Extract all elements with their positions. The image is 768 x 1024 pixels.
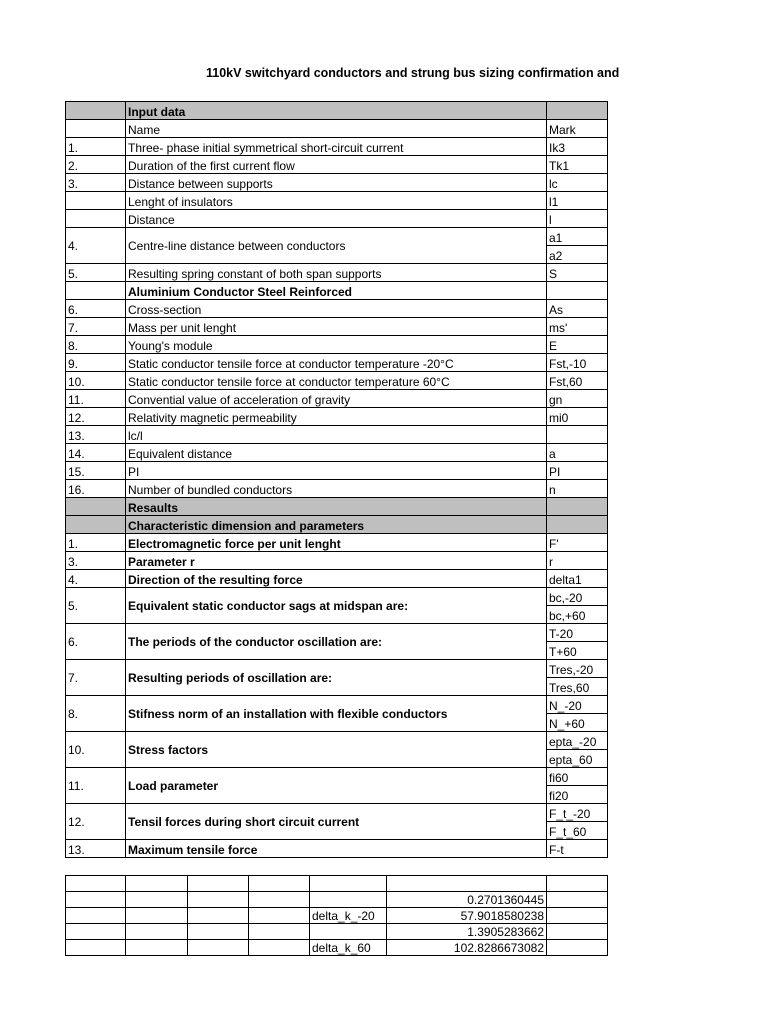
row-number[interactable]: 5. (66, 588, 126, 624)
row-mark[interactable]: l (547, 210, 608, 228)
empty-cell[interactable] (188, 876, 249, 892)
empty-cell[interactable] (66, 516, 126, 534)
column-header-mark[interactable]: Mark (547, 120, 608, 138)
row-mark[interactable]: epta_60 (547, 750, 608, 768)
table-row (66, 588, 608, 606)
row-number[interactable]: 5. (66, 264, 126, 282)
table-row (66, 768, 608, 786)
table-row (66, 840, 608, 858)
table-row (66, 908, 608, 924)
results-subheader-label[interactable]: Characteristic dimension and parameters (126, 516, 547, 534)
row-number[interactable]: 6. (66, 624, 126, 660)
empty-cell[interactable] (547, 498, 608, 516)
row-name[interactable]: Lenght of insulators (126, 192, 547, 210)
row-name[interactable]: Cross-section (126, 300, 547, 318)
delta-label-cell[interactable] (310, 924, 387, 940)
table-row (66, 624, 608, 642)
row-mark[interactable]: Ik3 (547, 138, 608, 156)
row-name[interactable]: Parameter r (126, 552, 547, 570)
row-number[interactable]: 10. (66, 372, 126, 390)
row-mark[interactable]: n (547, 480, 608, 498)
row-name[interactable]: Three- phase initial symmetrical short-circuit current (126, 138, 547, 156)
table-row (66, 444, 608, 462)
row-name[interactable]: lc/l (126, 426, 547, 444)
row-number[interactable]: 10. (66, 732, 126, 768)
table-row (66, 660, 608, 678)
row-mark[interactable]: Tk1 (547, 156, 608, 174)
table-row (66, 390, 608, 408)
row-name[interactable]: Static conductor tensile force at conductor temperature 60°C (126, 372, 547, 390)
table-row (66, 940, 608, 956)
empty-cell[interactable] (249, 908, 310, 924)
table-row (66, 876, 608, 892)
row-mark[interactable]: epta_-20 (547, 732, 608, 750)
empty-cell[interactable] (66, 924, 126, 940)
row-name[interactable]: Load parameter (126, 768, 547, 804)
row-name[interactable]: Duration of the first current flow (126, 156, 547, 174)
row-number[interactable]: 12. (66, 804, 126, 840)
page-title: 110kV switchyard conductors and strung bus sizing confirmation and (206, 66, 620, 80)
row-mark[interactable]: a (547, 444, 608, 462)
row-number[interactable]: 9. (66, 354, 126, 372)
row-number[interactable]: 7. (66, 318, 126, 336)
row-mark[interactable] (547, 282, 608, 300)
table-row (66, 300, 608, 318)
row-mark[interactable]: mi0 (547, 408, 608, 426)
row-mark[interactable]: S (547, 264, 608, 282)
table-row (66, 192, 608, 210)
row-mark[interactable]: a1 (547, 228, 608, 246)
row-name[interactable]: Tensil forces during short circuit current (126, 804, 547, 840)
row-name[interactable]: Static conductor tensile force at conductor temperature -20°C (126, 354, 547, 372)
row-number[interactable]: 11. (66, 768, 126, 804)
row-mark[interactable]: F_t_-20 (547, 804, 608, 822)
calculation-table (65, 101, 608, 858)
empty-cell[interactable] (126, 940, 188, 956)
row-mark[interactable]: Tres,-20 (547, 660, 608, 678)
table-row (66, 732, 608, 750)
results-header (66, 498, 608, 516)
table-row (66, 552, 608, 570)
row-mark[interactable]: fi60 (547, 768, 608, 786)
empty-cell[interactable] (547, 892, 608, 908)
row-number[interactable]: 1. (66, 534, 126, 552)
empty-cell[interactable] (126, 924, 188, 940)
row-number[interactable]: 13. (66, 840, 126, 858)
row-number[interactable]: 3. (66, 552, 126, 570)
row-name[interactable]: The periods of the conductor oscillation are: (126, 624, 547, 660)
empty-cell[interactable] (547, 924, 608, 940)
empty-cell[interactable] (547, 102, 608, 120)
row-mark[interactable]: T-20 (547, 624, 608, 642)
row-name[interactable]: Mass per unit lenght (126, 318, 547, 336)
row-mark[interactable]: Fst,60 (547, 372, 608, 390)
row-mark[interactable]: l1 (547, 192, 608, 210)
row-name[interactable]: Stifness norm of an installation with flexible conductors (126, 696, 547, 732)
empty-cell[interactable] (188, 940, 249, 956)
row-number[interactable]: 1. (66, 138, 126, 156)
row-number[interactable] (66, 210, 126, 228)
row-mark[interactable]: PI (547, 462, 608, 480)
row-mark[interactable]: bc,+60 (547, 606, 608, 624)
empty-cell[interactable] (547, 876, 608, 892)
delta-label-cell[interactable] (310, 892, 387, 908)
table-row (66, 408, 608, 426)
empty-cell[interactable] (547, 940, 608, 956)
row-mark[interactable]: F_t_60 (547, 822, 608, 840)
row-mark[interactable]: E (547, 336, 608, 354)
table-row (66, 282, 608, 300)
row-number[interactable]: 2. (66, 156, 126, 174)
row-name[interactable]: Electromagnetic force per unit lenght (126, 534, 547, 552)
delta-k-table (65, 875, 608, 956)
row-name[interactable]: Equivalent static conductor sags at midspan are: (126, 588, 547, 624)
empty-cell[interactable] (66, 498, 126, 516)
table-row (66, 228, 608, 246)
table-row (66, 462, 608, 480)
empty-cell[interactable] (66, 892, 126, 908)
table-row (66, 138, 608, 156)
row-number[interactable] (66, 282, 126, 300)
table-row (66, 924, 608, 940)
input-data-header (66, 102, 608, 120)
row-number[interactable]: 4. (66, 228, 126, 264)
empty-cell[interactable] (66, 940, 126, 956)
results-header-label[interactable]: Resaults (126, 498, 547, 516)
row-mark[interactable]: As (547, 300, 608, 318)
row-mark[interactable]: F' (547, 534, 608, 552)
row-mark[interactable]: r (547, 552, 608, 570)
row-number[interactable]: 4. (66, 570, 126, 588)
row-name[interactable]: Resulting periods of oscillation are: (126, 660, 547, 696)
empty-cell[interactable] (188, 892, 249, 908)
row-number[interactable]: 7. (66, 660, 126, 696)
empty-cell[interactable] (249, 876, 310, 892)
empty-cell[interactable] (66, 876, 126, 892)
empty-cell[interactable] (126, 908, 188, 924)
empty-cell[interactable] (547, 908, 608, 924)
empty-cell[interactable] (249, 924, 310, 940)
column-header-name[interactable]: Name (126, 120, 547, 138)
row-name[interactable]: Number of bundled conductors (126, 480, 547, 498)
column-header-row (66, 120, 608, 138)
row-name[interactable]: Centre-line distance between conductors (126, 228, 547, 264)
row-number[interactable] (66, 192, 126, 210)
table-row (66, 426, 608, 444)
row-mark[interactable]: bc,-20 (547, 588, 608, 606)
row-mark[interactable]: F-t (547, 840, 608, 858)
empty-cell[interactable] (66, 102, 126, 120)
empty-cell[interactable] (188, 924, 249, 940)
table-row (66, 264, 608, 282)
delta-value-cell[interactable]: 102.8286673082 (387, 940, 547, 956)
row-number[interactable]: 15. (66, 462, 126, 480)
row-mark[interactable]: a2 (547, 246, 608, 264)
delta-label-cell[interactable] (310, 876, 387, 892)
table-row (66, 696, 608, 714)
table-row (66, 174, 608, 192)
input-data-label[interactable]: Input data (126, 102, 547, 120)
row-number[interactable]: 8. (66, 696, 126, 732)
row-mark[interactable]: delta1 (547, 570, 608, 588)
table-row (66, 892, 608, 908)
table-row (66, 318, 608, 336)
row-mark[interactable]: fi20 (547, 786, 608, 804)
row-mark[interactable]: N_-20 (547, 696, 608, 714)
row-number[interactable]: 6. (66, 300, 126, 318)
row-number[interactable]: 13. (66, 426, 126, 444)
row-name[interactable]: Relativity magnetic permeability (126, 408, 547, 426)
delta-label-cell[interactable]: delta_k_-20 (310, 908, 387, 924)
row-name[interactable]: Distance (126, 210, 547, 228)
row-mark[interactable]: Tres,60 (547, 678, 608, 696)
empty-cell[interactable] (188, 908, 249, 924)
table-row (66, 804, 608, 822)
empty-cell[interactable] (547, 516, 608, 534)
row-mark[interactable]: N_+60 (547, 714, 608, 732)
row-number[interactable]: 12. (66, 408, 126, 426)
table-row (66, 210, 608, 228)
table-row (66, 480, 608, 498)
row-name[interactable]: Stress factors (126, 732, 547, 768)
empty-cell[interactable] (66, 908, 126, 924)
empty-cell[interactable] (126, 876, 188, 892)
row-name[interactable]: Direction of the resulting force (126, 570, 547, 588)
row-mark[interactable]: gn (547, 390, 608, 408)
row-number[interactable]: 8. (66, 336, 126, 354)
row-name[interactable]: Young's module (126, 336, 547, 354)
table-row (66, 534, 608, 552)
row-name[interactable]: Equivalent distance (126, 444, 547, 462)
delta-label-cell[interactable]: delta_k_60 (310, 940, 387, 956)
row-mark[interactable] (547, 426, 608, 444)
row-mark[interactable]: ms' (547, 318, 608, 336)
row-name[interactable]: Distance between supports (126, 174, 547, 192)
empty-cell[interactable] (249, 892, 310, 908)
delta-value-cell[interactable]: 1.3905283662 (387, 924, 547, 940)
empty-cell[interactable] (66, 120, 126, 138)
row-mark[interactable]: Fst,-10 (547, 354, 608, 372)
table-row (66, 354, 608, 372)
row-mark[interactable]: lc (547, 174, 608, 192)
row-name[interactable]: Aluminium Conductor Steel Reinforced (126, 282, 547, 300)
delta-value-cell[interactable] (387, 876, 547, 892)
empty-cell[interactable] (126, 892, 188, 908)
table-row (66, 336, 608, 354)
row-mark[interactable]: T+60 (547, 642, 608, 660)
empty-cell[interactable] (249, 940, 310, 956)
row-number[interactable]: 3. (66, 174, 126, 192)
row-number[interactable]: 14. (66, 444, 126, 462)
row-name[interactable]: PI (126, 462, 547, 480)
results-subheader (66, 516, 608, 534)
table-row (66, 372, 608, 390)
row-name[interactable]: Resulting spring constant of both span supports (126, 264, 547, 282)
row-name[interactable]: Convential value of acceleration of gravity (126, 390, 547, 408)
row-name[interactable]: Maximum tensile force (126, 840, 547, 858)
table-row (66, 156, 608, 174)
delta-value-cell[interactable]: 57.9018580238 (387, 908, 547, 924)
row-number[interactable]: 16. (66, 480, 126, 498)
row-number[interactable]: 11. (66, 390, 126, 408)
delta-value-cell[interactable]: 0.2701360445 (387, 892, 547, 908)
table-row (66, 570, 608, 588)
